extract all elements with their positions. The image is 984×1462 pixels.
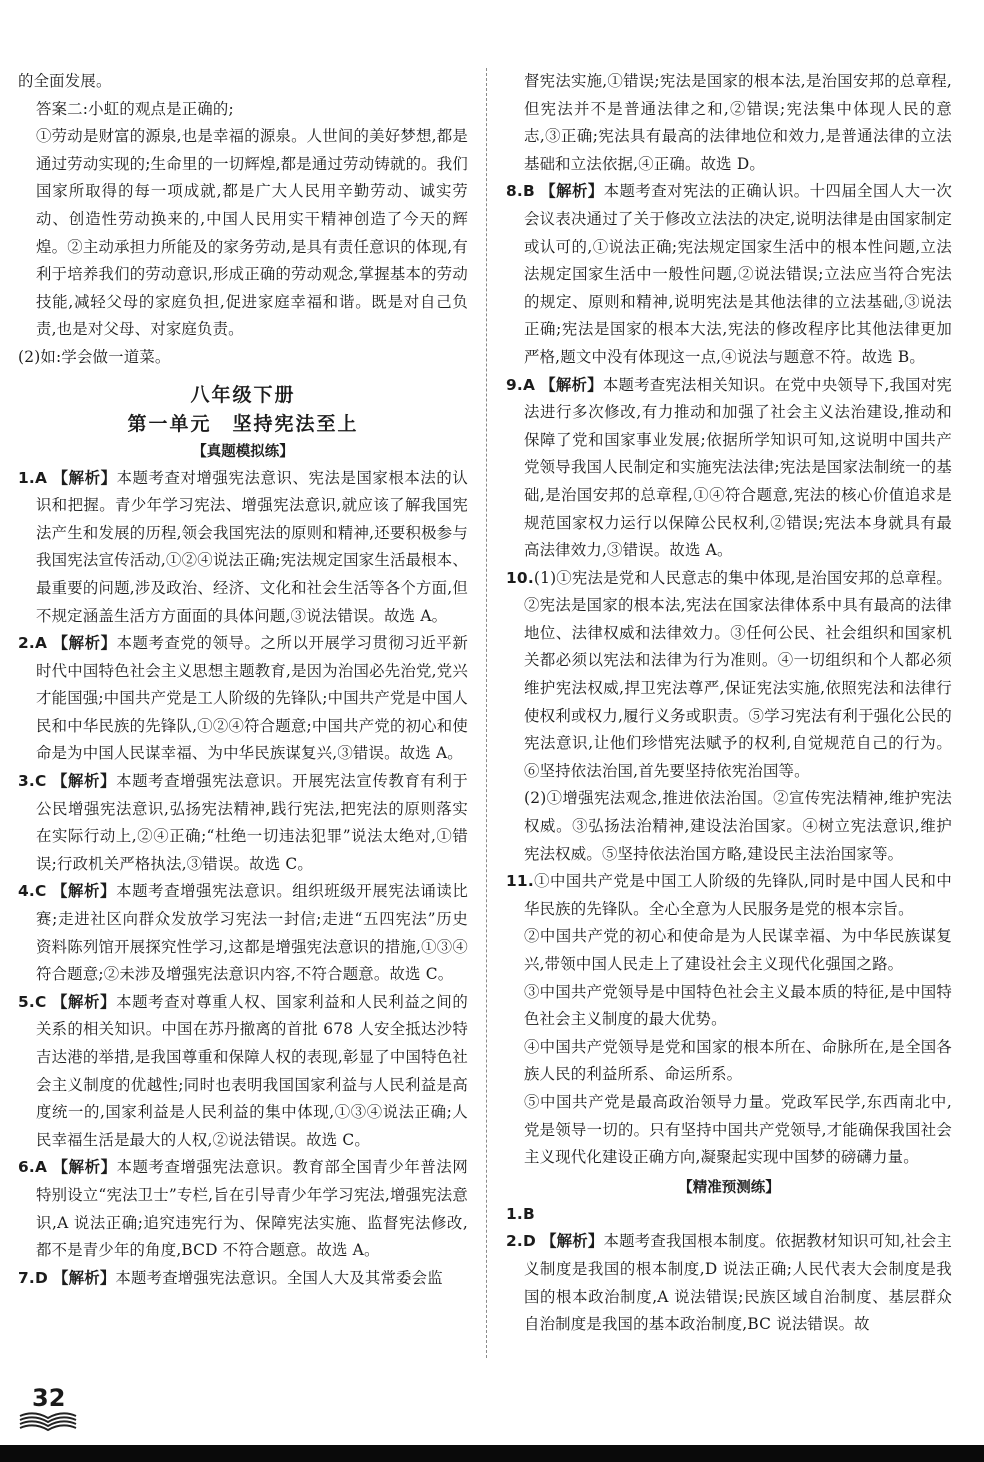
- section-tag-real-exam: 【真题模拟练】: [192, 443, 294, 460]
- answer-item: 6.A 【解析】本题考查增强宪法意识。教育部全国青少年普法网特别设立“宪法卫士”专栏,旨在引导青少年学习宪法,增强宪法意识,A 说法正确;追究违宪行为、保障宪法实施、监督宪法修改,都不是青少年的角度,BCD 不符合题意。故选 A。: [18, 1158, 468, 1260]
- answer-item: 8.B 【解析】本题考查对宪法的正确认识。十四届全国人大一次会议表决通过了关于修改立法法的决定,说明法律是由国家制定或认可的,①说法正确;宪法规定国家生活中的根本性问题,立法法规定国家生活中一般性问题,②说法错误;立法应当符合宪法的规定、原则和精神,说明宪法是其他法律的立法基础,③说法正确;宪法是国家的根本大法,宪法的修改程序比其他法律更加严格,题文中没有体现这一点,④说法与题意不符。故选 B。: [506, 182, 953, 366]
- intro-line: 答案二:小虹的观点是正确的;: [36, 99, 234, 118]
- answer-item-11-line: ④中国共产党领导是党和国家的根本所在、命脉所在,是全国各族人民的利益所系、命运所系。: [524, 1037, 952, 1084]
- intro-line: (2)如:学会做一道菜。: [18, 347, 171, 366]
- page-number: 32: [32, 1384, 66, 1412]
- answer-item-10: 10.(1)①宪法是党和人民意志的集中体现,是治国安邦的总章程。②宪法是国家的根本法,宪法在国家法律体系中具有最高的法律地位、法律权威和法律效力。③任何公民、社会组织和国家机关都必须以宪法和法律为行为准则。④一切组织和个人都必须维护宪法权威,捍卫宪法尊严,保证宪法实施,依照宪法和法律行使权利或权力,履行义务或职责。⑤学习宪法有利于强化公民的宪法意识,让他们珍惜宪法赋予的权利,自觉规范自己的行为。⑥坚持依法治国,首先要坚持依宪治国等。: [506, 568, 952, 780]
- intro-paragraph: ①劳动是财富的源泉,也是幸福的源泉。人世间的美好梦想,都是通过劳动实现的;生命里的一切辉煌,都是通过劳动铸就的。我们国家所取得的每一项成就,都是广大人民用辛勤劳动、诚实劳动、创造性劳动换来的,中国人民用实干精神创造了今天的辉煌。②主动承担力所能及的家务劳动,是具有责任意识的体现,有利于培养我们的劳动意识,形成正确的劳动观念,掌握基本的劳动技能,减轻父母的家庭负担,促进家庭幸福和谐。既是对自己负责,也是对父母、对家庭负责。: [36, 127, 468, 339]
- answer-item-11-line: ③中国共产党领导是中国特色社会主义最本质的特征,是中国特色社会主义制度的最大优势。: [524, 982, 952, 1029]
- answer-item: 1.A 【解析】本题考查对增强宪法意识、宪法是国家根本法的认识和把握。青少年学习宪法、增强宪法意识,就应该了解我国宪法产生和发展的历程,领会我国宪法的原则和精神,还要积极参与我国宪法宣传活动,①②④说法正确;宪法规定国家生活最根本、最重要的问题,涉及政治、经济、文化和社会生活等各个方面,但不规定涵盖生活方方面面的具体问题,③说法错误。故选 A。: [18, 468, 468, 625]
- unit-title: 第一单元 坚持宪法至上: [127, 412, 359, 435]
- answer-item-11-line: ②中国共产党的初心和使命是为人民谋幸福、为中华民族谋复兴,带领中国人民走上了建设社会主义现代化强国之路。: [524, 927, 952, 973]
- section-tag-prediction: 【精准预测练】: [678, 1179, 780, 1196]
- answer-item: 5.C 【解析】本题考查对尊重人权、国家利益和人民利益之间的关系的相关知识。中国在苏丹撤离的首批 678 人安全抵达沙特吉达港的举措,是我国尊重和保障人权的表现,彰显了中国特色社会主义制度的优越性;同时也表明我国国家利益与人民利益是高度统一的,国家利益是人民利益的集中体现,①③④说法正确;人民幸福生活是最大的人权,②说法错误。故选 C。: [18, 992, 469, 1149]
- answer-item: 2.D 【解析】本题考查我国根本制度。依据教材知识可知,社会主义制度是我国的根本制度,D 说法正确;人民代表大会制度是我国的根本政治制度,A 说法错误;民族区域自治制度、基层群众自治制度是我国的基本政治制度,BC 说法错误。故: [506, 1232, 952, 1334]
- answer-item: 3.C 【解析】本题考查增强宪法意识。开展宪法宣传教育有利于公民增强宪法意识,弘扬宪法精神,践行宪法,把宪法的原则落实在实际行动上,②④正确;“杜绝一切违法犯罪”说法太绝对,①错误;行政机关严格执法,③错误。故选 C。: [18, 772, 469, 873]
- right-column: [506, 68, 952, 1339]
- answer-item: 7.D 【解析】本题考查增强宪法意识。全国人大及其常委会监: [18, 1268, 443, 1287]
- open-book-icon: [18, 1410, 78, 1432]
- answer-item: 9.A 【解析】本题考查宪法相关知识。在党中央领导下,我国对宪法进行多次修改,有力推动和加强了社会主义法治建设,推动和保障了党和国家事业发展;依据所学知识可知,这说明中国共产党领导我国人民制定和实施宪法法律;宪法是国家法制统一的基础,是治国安邦的总章程,①④符合题意,宪法的核心价值追求是规范国家权力运行以保障公民权利,②错误;宪法本身就具有最高法律效力,③错误。故选 A。: [506, 375, 952, 560]
- answer-item-10-part2: (2)①增强宪法观念,推进依法治国。②宣传宪法精神,维护宪法权威。③弘扬法治精神,建设法治国家。④树立宪法意识,维护宪法权威。⑤坚持依法治国方略,建设民主法治国家等。: [524, 789, 952, 863]
- column-divider: [486, 68, 487, 1358]
- answer-item: 1.B: [506, 1204, 535, 1223]
- bottom-bar: [0, 1445, 984, 1462]
- left-column: [18, 68, 468, 1292]
- answer-continuation: 督宪法实施,①错误;宪法是国家的根本法,是治国安邦的总章程,但宪法并不是普通法律之和,②错误;宪法集中体现人民的意志,③正确;宪法具有最高的法律地位和效力,是普通法律的立法基础和立法依据,④正确。故选 D。: [524, 72, 952, 173]
- answer-item-11-line: ⑤中国共产党是最高政治领导力量。党政军民学,东西南北中,党是领导一切的。只有坚持中国共产党领导,才能确保我国社会主义现代化建设正确方向,凝聚起实现中国梦的磅礴力量。: [524, 1092, 952, 1167]
- intro-line: 的全面发展。: [18, 72, 112, 90]
- grade-title: 八年级下册: [190, 383, 296, 406]
- answer-item: 4.C 【解析】本题考查增强宪法意识。组织班级开展宪法诵读比赛;走进社区向群众发放学习宪法一封信;走进“五四宪法”历史资料陈列馆开展探究性学习,这都是增强宪法意识的措施,①③④符合题意;②未涉及增强宪法意识内容,不符合题意。故选 C。: [18, 882, 469, 984]
- answer-item-11: 11.①中国共产党是中国工人阶级的先锋队,同时是中国人民和中华民族的先锋队。全心全意为人民服务是党的根本宗旨。: [506, 872, 952, 918]
- answer-item: 2.A 【解析】本题考查党的领导。之所以开展学习贯彻习近平新时代中国特色社会主义思想主题教育,是因为治国必先治党,党兴才能国强;中国共产党是工人阶级的先锋队;中国共产党是中国人民和中华民族的先锋队,①②④符合题意;中国共产党的初心和使命是为中国人民谋幸福、为中华民族谋复兴,③错误。故选 A。: [18, 634, 468, 763]
